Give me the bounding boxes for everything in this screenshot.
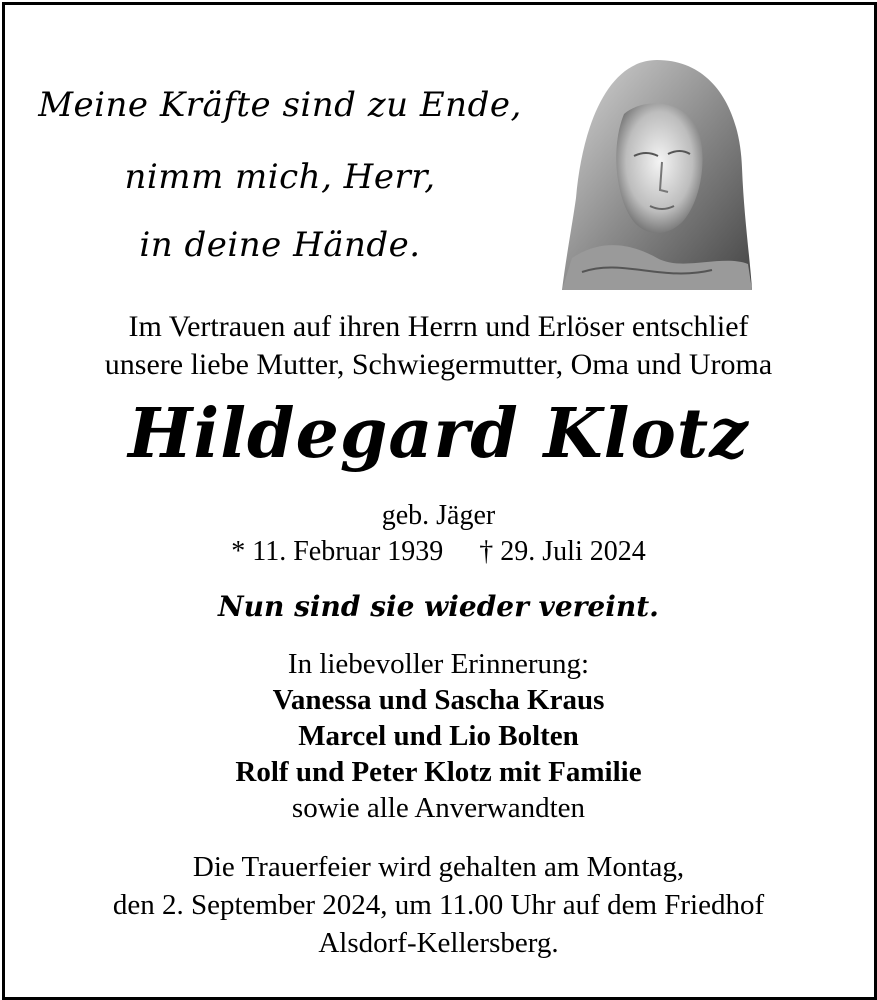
mourner-name: Rolf und Peter Klotz mit Familie: [235, 756, 642, 788]
memory-intro: In liebevoller Erinnerung:: [287, 648, 590, 680]
funeral-notice: [0, 848, 877, 962]
funeral-line-3: Alsdorf-Kellersberg.: [318, 927, 559, 959]
reunion-verse: Nun sind sie wieder vereint.: [218, 590, 659, 623]
intro-text: [0, 308, 877, 384]
death-date: † 29. Juli 2024: [479, 536, 646, 567]
funeral-line-2: den 2. September 2024, um 11.00 Uhr auf dem Friedhof: [112, 889, 765, 921]
life-dates: [0, 536, 877, 568]
memory-section: [0, 646, 877, 826]
mourner-name: Marcel und Lio Bolten: [298, 720, 579, 752]
relatives-line: sowie alle Anverwandten: [291, 792, 586, 824]
deceased-name: Hildegard Klotz: [128, 394, 749, 474]
birth-name: geb. Jäger: [381, 500, 496, 531]
madonna-portrait-icon: [562, 58, 752, 290]
intro-line-1: Im Vertrauen auf ihren Herrn und Erlöser entschlief: [128, 310, 749, 343]
intro-line-2: unsere liebe Mutter, Schwiegermutter, Oma und Uroma: [104, 348, 773, 381]
birth-date: * 11. Februar 1939: [231, 536, 444, 567]
verse-line-2: nimm mich, Herr,: [124, 157, 436, 197]
funeral-line-1: Die Trauerfeier wird gehalten am Montag,: [192, 851, 685, 883]
mourner-name: Vanessa und Sascha Kraus: [272, 684, 605, 716]
verse-line-3: in deine Hände.: [139, 225, 421, 265]
verse-line-1: Meine Kräfte sind zu Ende,: [38, 85, 522, 125]
